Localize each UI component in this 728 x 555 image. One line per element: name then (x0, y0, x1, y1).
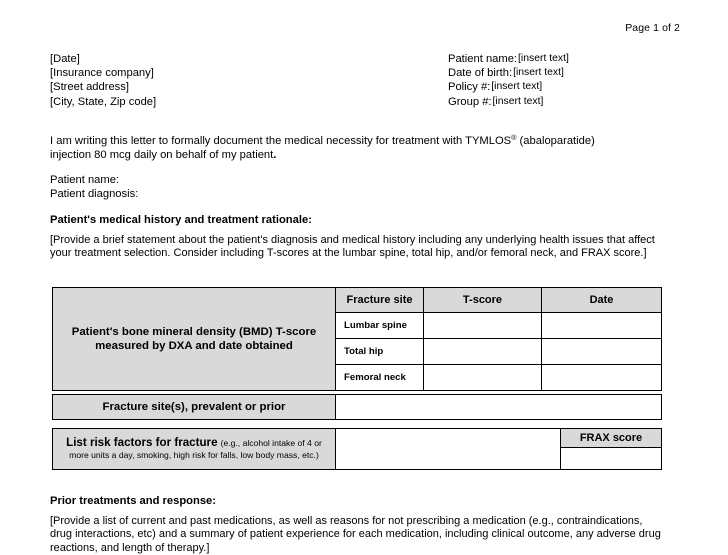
column-header-fracture-site: Fracture site (336, 288, 424, 313)
patient-name-label: Patient name: (448, 53, 518, 65)
address-line-street: [Street address] (50, 81, 129, 94)
address-line-date: [Date] (50, 53, 80, 65)
risk-factors-label-example: (e.g., alcohol intake of 4 or more units a day, smoking, high risk for falls, low body mass, etc.) (69, 437, 322, 460)
table-row (53, 429, 662, 448)
risk-factors-label-bold: List risk factors for fracture (66, 435, 218, 449)
policy-number-label: Policy #: (448, 81, 491, 94)
bmd-row-label: Patient's bone mineral density (BMD) T-score measured by DXA and date obtained (53, 288, 336, 391)
date-input-total-hip[interactable] (542, 339, 662, 365)
brand-name: TYMLOS (465, 135, 512, 147)
section-guidance-prior-treatments: [Provide a list of current and past medications, as well as reasons for not prescribing a medication (e.g., contraindications, drug interactions, etc) and a summary of patient experience for each medication, including clinical outcome, any adverse drug reactions, and length of therapy.] (50, 515, 661, 554)
column-header-tscore: T-score (424, 288, 542, 313)
tscore-input-femoral-neck[interactable] (424, 365, 542, 391)
tscore-input-lumbar-spine[interactable] (424, 313, 542, 339)
section-heading-prior-treatments: Prior treatments and response: (50, 495, 216, 507)
date-input-femoral-neck[interactable] (542, 365, 662, 391)
policy-number-row (448, 80, 569, 94)
registered-trademark-icon: ® (511, 133, 517, 142)
risk-factors-table (52, 428, 662, 470)
group-number-row (448, 95, 569, 109)
site-label-lumbar-spine: Lumbar spine (336, 313, 424, 339)
fracture-site-input[interactable] (336, 395, 662, 420)
section-heading-medical-history: Patient's medical history and treatment rationale: (50, 214, 312, 226)
address-line-company: [Insurance company] (50, 67, 154, 80)
bmd-tscore-table (52, 287, 662, 391)
patient-name-row (448, 52, 569, 66)
table-row (53, 288, 662, 313)
address-line-city-state-zip: [City, State, Zip code] (50, 95, 157, 108)
fracture-site-row-label: Fracture site(s), prevalent or prior (53, 395, 336, 420)
site-label-total-hip: Total hip (336, 339, 424, 365)
intro-paragraph (50, 131, 635, 162)
date-of-birth-value[interactable]: [insert text] (513, 67, 564, 79)
patient-fields-block (50, 173, 138, 201)
tscore-input-total-hip[interactable] (424, 339, 542, 365)
group-number-label: Group #: (448, 95, 492, 108)
risk-factors-row-label (53, 429, 336, 470)
letterhead-block (50, 52, 680, 116)
table-row (53, 395, 662, 420)
intro-text-lead: I am writing this letter to formally document the medical necessity for treatment with (50, 135, 466, 147)
frax-score-input[interactable] (561, 448, 662, 470)
date-input-lumbar-spine[interactable] (542, 313, 662, 339)
risk-factors-input[interactable] (336, 429, 561, 470)
page-indicator: Page 1 of 2 (625, 22, 680, 34)
intro-text-tail: (abaloparatide) injection 80 mcg daily on behalf of my patient (50, 135, 595, 161)
fracture-site-table (52, 394, 662, 420)
patient-name-value[interactable]: [insert text] (518, 53, 569, 64)
group-number-value[interactable]: [insert text] (492, 95, 544, 107)
policy-number-value[interactable]: [insert text] (491, 81, 543, 93)
intro-period: . (273, 148, 277, 161)
site-label-femoral-neck: Femoral neck (336, 365, 424, 391)
date-of-birth-label: Date of birth: (448, 67, 513, 80)
date-of-birth-row (448, 66, 569, 80)
recipient-address-block (50, 52, 156, 109)
patient-name-field-label[interactable]: Patient name: (50, 174, 120, 186)
patient-diagnosis-field-label[interactable]: Patient diagnosis: (50, 188, 139, 201)
patient-info-block (448, 52, 569, 109)
section-guidance-medical-history: [Provide a brief statement about the patient's diagnosis and medical history including any underlying health issues that affect your treatment selection. Consider including T-scores at the lumbar spine, total hip, and/or femoral neck, and FRAX score.] (50, 234, 655, 260)
column-header-frax-score: FRAX score (561, 429, 662, 448)
column-header-date: Date (542, 288, 662, 313)
